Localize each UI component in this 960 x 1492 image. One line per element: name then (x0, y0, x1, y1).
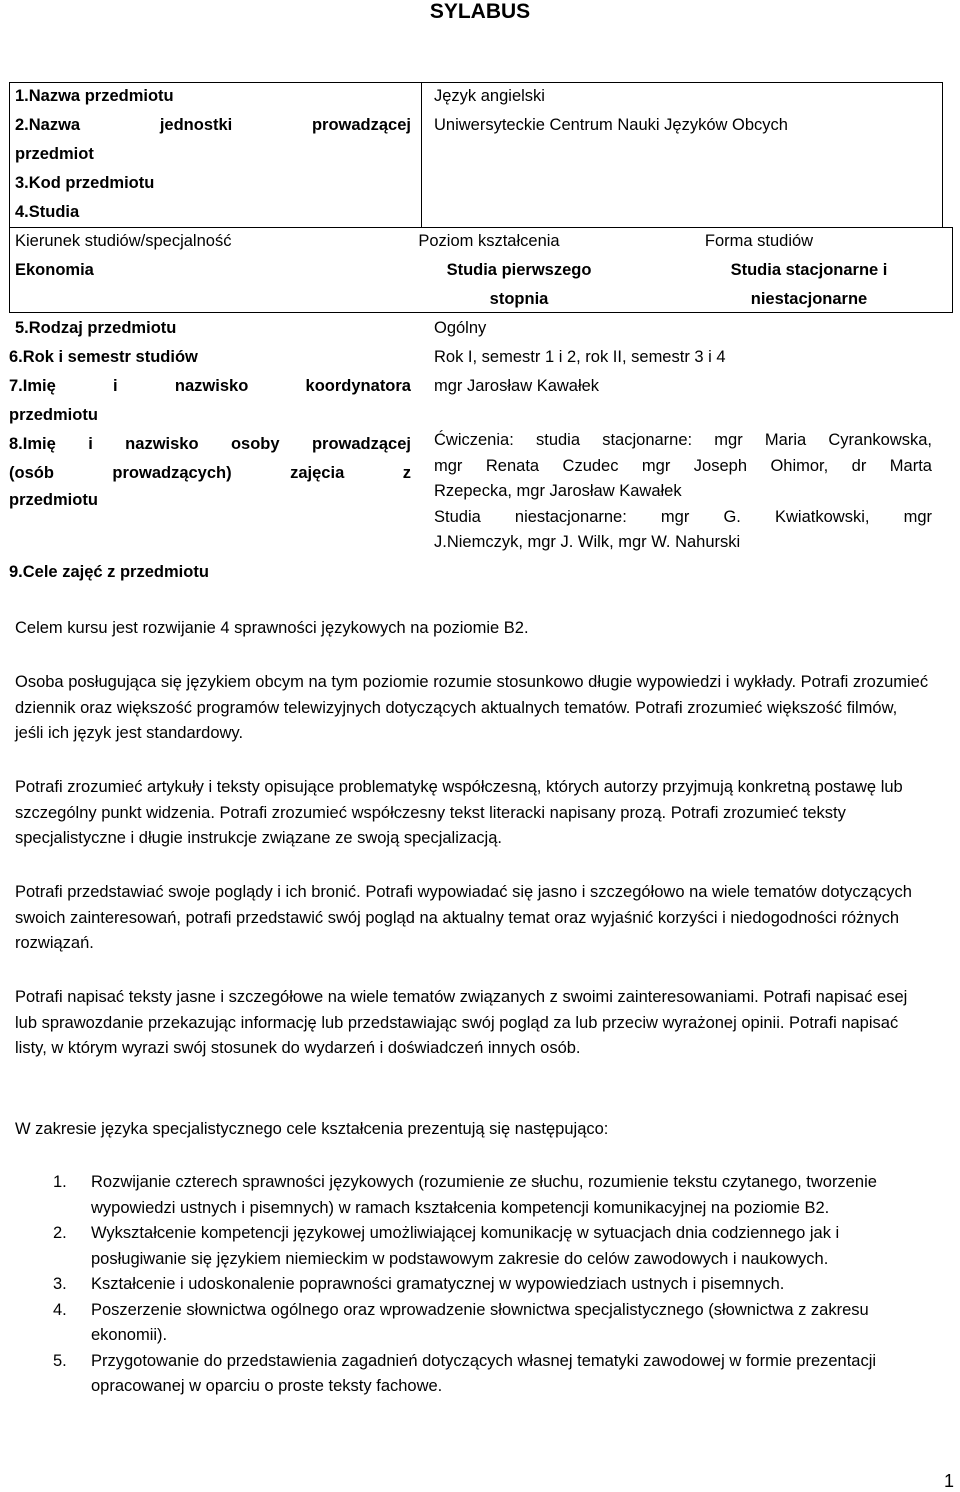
list-item-text: Poszerzenie słownictwa ogólnego oraz wprowadzenie słownictwa specjalistycznego (słownictwa z zakresu ekonomii). (91, 1300, 869, 1344)
coordinator-label-cont: przedmiotu (9, 406, 98, 424)
subject-code-label: 3.Kod przedmiotu (15, 174, 155, 192)
table-border (942, 82, 943, 227)
instructors-line-2: mgr Renata Czudec mgr Joseph Ohimor, dr Marta (434, 456, 932, 475)
instructors-label-cont2: przedmiotu (9, 491, 98, 509)
goals-list (15, 1170, 930, 1400)
course-goals-label: 9.Cele zajęć z przedmiotu (9, 563, 209, 581)
instructors-label: 8.Imię i nazwisko osoby prowadzącej (9, 435, 411, 453)
unit-name-value: Uniwersyteckie Centrum Nauki Języków Obcych (434, 116, 788, 134)
form-value: Studia stacjonarne i (730, 261, 888, 279)
instructors-label-cont: (osób prowadzących) zajęcia z (9, 464, 411, 482)
list-item-text: Wykształcenie kompetencji językowej umożliwiającej komunikację w sytuacjach dnia codziennego jak i posługiwanie się językiem niemieckim w podstawowym zakresie do celów zawodowych i naukowych. (91, 1224, 840, 1268)
list-item-text: Rozwijanie czterech sprawności językowych (rozumienie ze słuchu, rozumienie tekstu czytanego, tworzenie wypowiedzi ustnych i pisemnych) w ramach kształcenia kompetencji komunikacyjnej na poziomie B2. (91, 1173, 877, 1217)
list-item (15, 1272, 930, 1298)
table-border (9, 82, 10, 312)
subject-type-value: Ogólny (434, 319, 487, 337)
page-title: SYLABUS (429, 0, 531, 23)
subject-name-label: 1.Nazwa przedmiotu (15, 87, 174, 105)
table-divider (421, 82, 422, 227)
level-value-cont: stopnia (489, 290, 549, 308)
list-item-text: Przygotowanie do przedstawienia zagadnień dotyczących własnej tematyki zawodowej w formie prezentacji opracowanej w oparciu o proste teksty fachowe. (91, 1351, 877, 1395)
coordinator-label: 7.Imię i nazwisko koordynatora (9, 377, 411, 395)
instructors-line-3: Rzepecka, mgr Jarosław Kawałek (434, 482, 682, 500)
year-semester-label: 6.Rok i semestr studiów (9, 348, 198, 366)
list-item (15, 1221, 930, 1272)
coordinator-value: mgr Jarosław Kawałek (434, 377, 600, 395)
list-item (15, 1349, 930, 1400)
list-item-number: 2. (53, 1224, 67, 1242)
paragraph-writing: Potrafi napisać teksty jasne i szczegółowe na wiele tematów związanych z swoimi zainteresowaniami. Potrafi napisać esej lub sprawozdanie przekazując informację lub przedstawiając swój pogląd za lub przeciw wyrażonej opinii. Potrafi napisać listy, w którym wyrazi swój stosunek do wydarzeń i doświadczeń innych osób. (15, 988, 908, 1057)
column-level: Poziom kształcenia (418, 232, 560, 250)
year-semester-value: Rok I, semestr 1 i 2, rok II, semestr 3 i 4 (434, 348, 726, 366)
subject-type-label: 5.Rodzaj przedmiotu (15, 319, 177, 337)
list-item (15, 1298, 930, 1349)
subject-name-value: Język angielski (434, 87, 545, 105)
instructors-line-1: Ćwiczenia: studia stacjonarne: mgr Maria Cyrankowska, (434, 431, 932, 449)
unit-name-label-cont: przedmiot (15, 145, 94, 163)
form-value-cont: niestacjonarne (750, 290, 868, 308)
paragraph-listening: Osoba posługująca się językiem obcym na tym poziomie rozumie stosunkowo długie wypowiedzi i wykłady. Potrafi zrozumieć dziennik oraz większość programów telewizyjnych dotyczących aktualnych tematów. Potrafi zrozumieć większość filmów, jeśli ich język jest standardowy. (15, 673, 929, 742)
level-value: Studia pierwszego (446, 261, 592, 279)
unit-name-label: 2.Nazwa jednostki prowadzącej (15, 116, 411, 134)
instructors-line-4: Studia niestacjonarne: mgr G. Kwiatkowski, mgr (434, 507, 932, 526)
instructors-line-5: J.Niemczyk, mgr J. Wilk, mgr W. Nahurski (434, 533, 741, 551)
paragraph-reading: Potrafi zrozumieć artykuły i teksty opisujące problematykę współczesną, których autorzy przyjmują konkretną postawę lub szczególny punkt widzenia. Potrafi zrozumieć współczesny tekst literacki napisany prozą. Potrafi zrozumieć teksty specjalistyczne i długie instrukcje związane ze swoją specjalizacją. (15, 778, 903, 847)
paragraph-specialist-intro: W zakresie języka specjalistycznego cele kształcenia prezentują się następująco: (15, 1120, 609, 1138)
column-field-of-study: Kierunek studiów/specjalność (15, 232, 232, 250)
table-border (952, 227, 953, 312)
paragraph-goal-intro: Celem kursu jest rozwijanie 4 sprawności językowych na poziomie B2. (15, 619, 529, 637)
list-item (15, 1170, 930, 1221)
field-of-study-value: Ekonomia (15, 261, 94, 279)
page-number: 1 (943, 1471, 954, 1491)
column-form: Forma studiów (704, 232, 814, 250)
list-item-number: 5. (53, 1351, 67, 1370)
paragraph-speaking: Potrafi przedstawiać swoje poglądy i ich bronić. Potrafi wypowiadać się jasno i szczegółowo na wiele tematów dotyczących swoich zainteresowań, potrafi przedstawić swój pogląd na aktualny temat oraz wyjaśnić korzyści i niedogodności różnych rozwiązań. (15, 883, 912, 952)
list-item-number: 3. (53, 1275, 67, 1293)
list-item-number: 1. (53, 1173, 67, 1191)
list-item-number: 4. (53, 1300, 67, 1319)
studies-label: 4.Studia (15, 203, 80, 221)
list-item-text: Kształcenie i udoskonalenie poprawności gramatycznej w wypowiedziach ustnych i pisemnych. (91, 1275, 785, 1293)
